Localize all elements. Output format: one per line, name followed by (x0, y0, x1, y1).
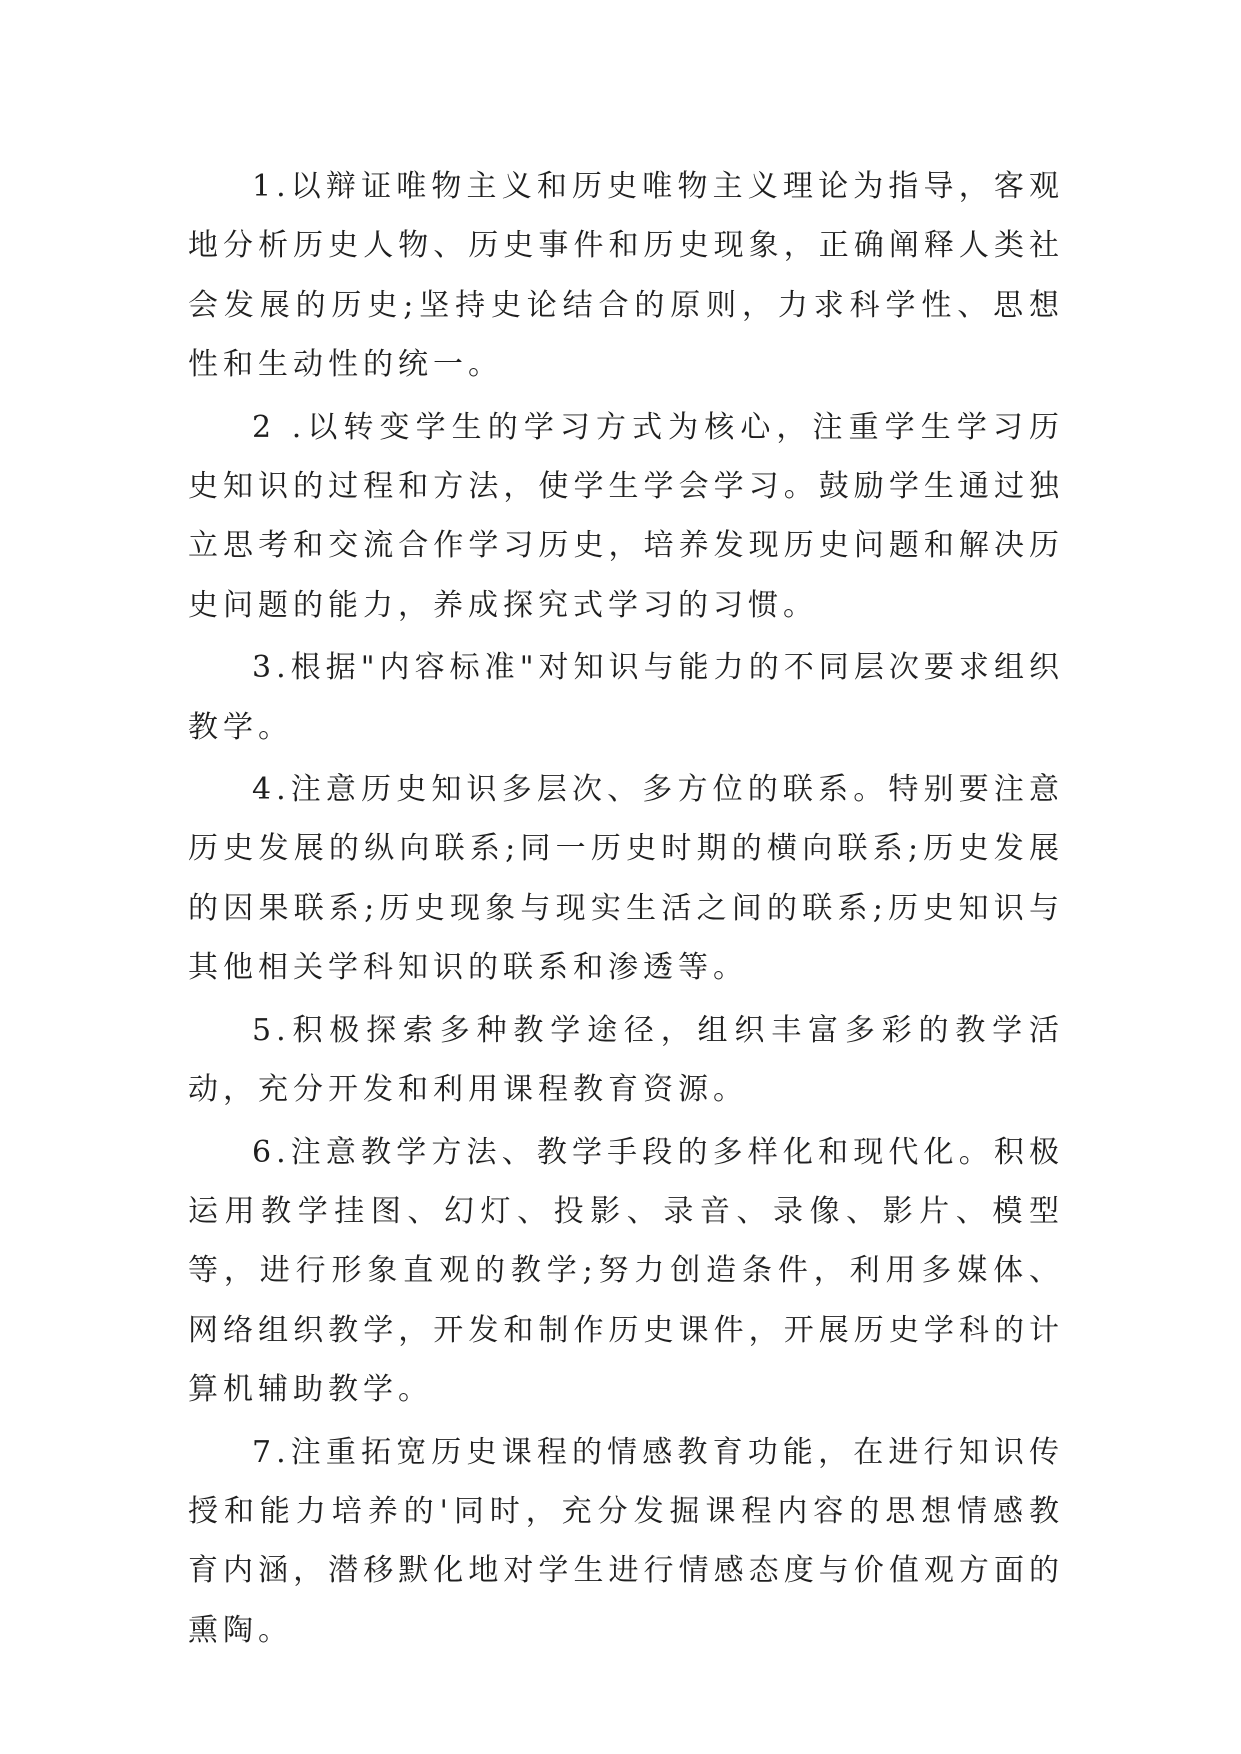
document-page (188, 157, 1064, 1663)
paragraph-7: 7.注重拓宽历史课程的情感教育功能，在进行知识传授和能力培养的'同时，充分发掘课程内容的思想情感教育内涵，潜移默化地对学生进行情感态度与价值观方面的熏陶。 (188, 1434, 1064, 1648)
paragraph-3: 3.根据"内容标准"对知识与能力的不同层次要求组织教学。 (188, 650, 1064, 745)
paragraph-5: 5.积极探索多种教学途径，组织丰富多彩的教学活动，充分开发和利用课程教育资源。 (188, 1012, 1064, 1108)
paragraph-1: 1.以辩证唯物主义和历史唯物主义理论为指导，客观地分析历史人物、历史事件和历史现象，正确阐释人类社会发展的历史;坚持史论结合的原则，力求科学性、思想性和生动性的统一。 (188, 169, 1064, 383)
paragraph-4: 4.注意历史知识多层次、多方位的联系。特别要注意历史发展的纵向联系;同一历史时期的横向联系;历史发展的因果联系;历史现象与现实生活之间的联系;历史知识与其他相关学科知识的联系和渗透等。 (188, 772, 1064, 986)
paragraph-6: 6.注意教学方法、教学手段的多样化和现代化。积极运用教学挂图、幻灯、投影、录音、录像、影片、模型等，进行形象直观的教学;努力创造条件，利用多媒体、网络组织教学，开发和制作历史课件，开展历史学科的计算机辅助教学。 (188, 1134, 1064, 1408)
paragraph-2: 2 .以转变学生的学习方式为核心，注重学生学习历史知识的过程和方法，使学生学会学习。鼓励学生通过独立思考和交流合作学习历史，培养发现历史问题和解决历史问题的能力，养成探究式学习的习惯。 (188, 409, 1064, 623)
